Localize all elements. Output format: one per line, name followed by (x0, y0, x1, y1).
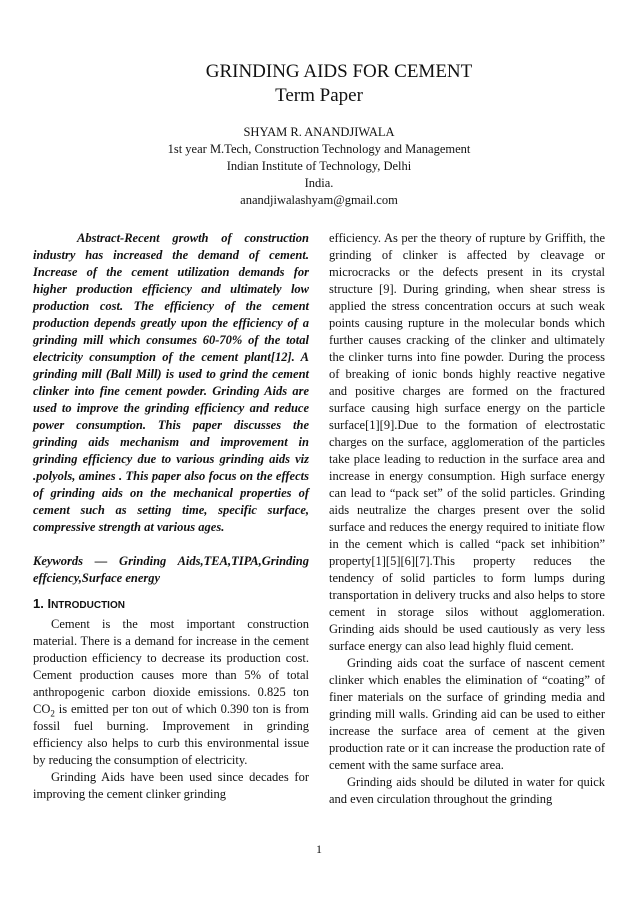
intro-paragraph-1 (33, 616, 309, 769)
section-number: 1. I (33, 596, 52, 611)
author-institute: Indian Institute of Technology, Delhi (226, 159, 412, 173)
right-paragraph-1: efficiency. As per the theory of rupture by Griffith, the grinding of clinker is affected by cleavage or microcracks or the defects present in its crystal structure [9]. During grinding, when shear stress is applied the stress concentration occurs at such weak points causing rupture in the molecular bonds which further causes cracking of the clinker and ultimately the clinker turns into fine powder. During the process of breaking of ionic bonds highly reactive negative and positive charges are formed on the fractured surface causing high surface energy on the particle surface[1][9].Due to the formation of electrostatic charges on the surface, agglomeration of the particles take place leading to reduction in the surface area and increase in energy consumption. High surface energy can lead to “pack set” of the solid particles. Grinding aids neutralize the charges present over the solid surface and reduces the energy required to initiate flow in the cement which is called “pack set inhibition” property[1][5][6][7].This property reduces the tendency of solid particles to form lumps during transportation in delivery trucks and also helps to store cement in storage silos without agglomeration. Grinding aids should be used cautiously as very less surface energy can also lead highly fluid cement. (329, 231, 605, 653)
paper-title: GRINDING AIDS FOR CEMENT (205, 61, 473, 82)
co2-subscript: 2 (50, 708, 55, 719)
intro-paragraph-2: Grinding Aids have been used since decades for improving the cement clinker grinding (33, 770, 309, 801)
section-heading-introduction (33, 594, 309, 616)
author-email: anandjiwalashyam@gmail.com (240, 193, 398, 207)
author-country: India. (304, 176, 334, 190)
section-title: NTRODUCTION (51, 600, 125, 611)
paper-subtitle: Term Paper (275, 85, 363, 106)
page-number: 1 (316, 842, 322, 856)
author-name: SHYAM R. ANANDJIWALA (243, 125, 395, 139)
intro-paragraph-1-text: Cement is the most important construction material. There is a demand for increase in the cement production efficiency to decrease its production cost. Cement production causes more than 5% of total anthropogenic carbon dioxide emissions. 0.825 ton CO (33, 617, 309, 716)
right-paragraph-2: Grinding aids coat the surface of nascent cement clinker which enables the elimination of “coating” of finer materials on the surface of grinding media and grinding mill walls. Grinding aid can be used to either increase the surface area of cement at the given production rate or it can increase the production rate of cement with the same surface area. (329, 656, 605, 772)
author-program: 1st year M.Tech, Construction Technology and Management (167, 142, 471, 156)
abstract: Abstract-Recent growth of construction industry has increased the demand of cement. Increase of the cement utilization demands for higher production efficiency and ultimately low production cost. The efficiency of the cement production depends greatly upon the efficiency of a grinding mill which consumes 60-70% of the total electricity consumption of the cement plant[12]. A grinding mill (Ball Mill) is used to grind the cement clinker into fine cement powder. Grinding Aids are used to improve the grinding efficiency and reduce power consumption. This paper discusses the grinding aids mechanism and improvement in grinding efficiency due to various grinding aids viz .polyols, amines . This paper also focus on the effects of grinding aids on the mechanical properties of cement such as setting time, specific surface, compressive strength at various ages. (33, 231, 309, 534)
keywords: Keywords — Grinding Aids,TEA,TIPA,Grinding effciency,Surface energy (33, 554, 309, 585)
left-column (33, 230, 309, 803)
right-paragraph-3: Grinding aids should be diluted in water for quick and even circulation throughout the grinding (329, 775, 605, 806)
intro-paragraph-1-text-cont: is emitted per ton out of which 0.390 ton is from fossil fuel burning. Improvement in grinding efficiency also helps to curb this environmental issue by reducing the consumption of electricity. (33, 702, 309, 767)
right-column (329, 230, 605, 808)
